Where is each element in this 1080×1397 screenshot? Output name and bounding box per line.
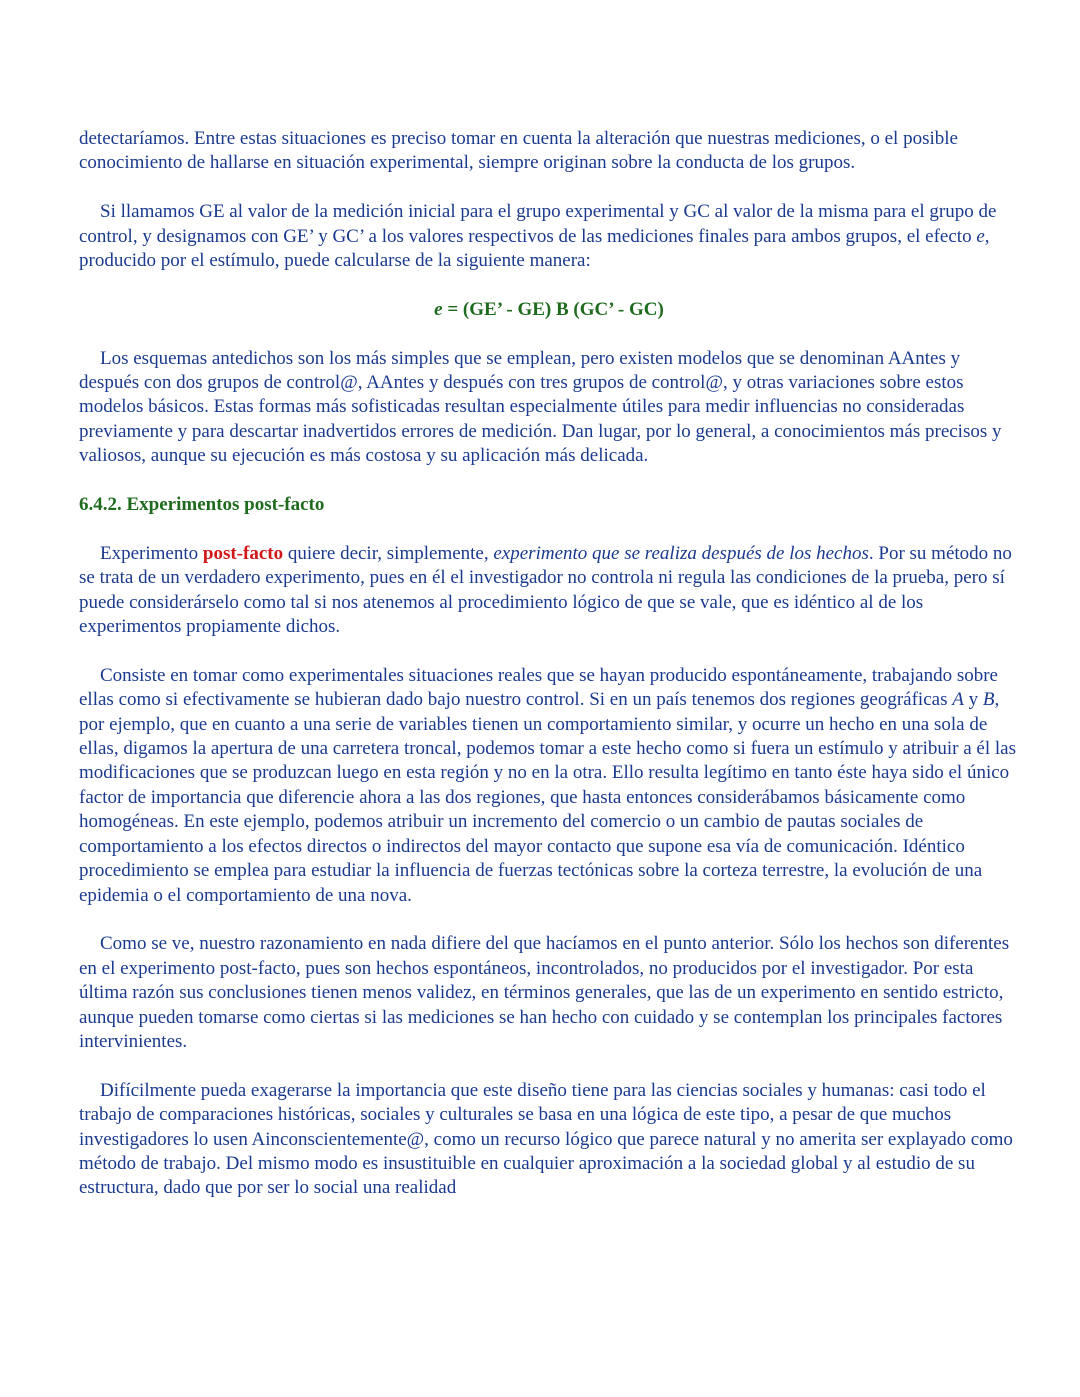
paragraph-text: . Por su método no se trata de un verdadero experimento, pues en él el investigador no controla ni regula las condiciones de la prueba, pero sí puede considerárselo como tal si nos atenemos al procedimiento lógico de que se vale, que es idéntico al de los experimentos propiamente dichos. bbox=[79, 542, 1012, 638]
paragraph-text: , por ejemplo, que en cuanto a una serie de variables tienen un comportamiento similar, y ocurre un hecho en una sola de ellas, digamos la apertura de una carretera troncal, podemos tomar a este hecho como si fuera un estímulo y atribuir a él las modificaciones que se produzcan luego en esta región y no en la otra. Ello resulta legítimo en tanto éste haya sido el único factor de importancia que diferencie ahora a las dos regiones, que hasta entonces considerábamos básicamente como homogéneas. En este ejemplo, podemos atribuir un incremento del comercio o un cambio de pautas sociales de comportamiento a los efectos directos o indirectos del mayor contacto que supone esa vía de comunicación. Idéntico procedimiento se emplea para estudiar la influencia de fuerzas tectónicas sobre la corteza terrestre, la evolución de una epidemia o el comportamiento de una nova. bbox=[79, 689, 1016, 906]
paragraph-continuation: detectaríamos. Entre estas situaciones es preciso tomar en cuenta la alteración que nuestras mediciones, o el posible conocimiento de hallarse en situación experimental, siempre originan sobre la conducta de los grupos. bbox=[79, 128, 958, 174]
section-heading: 6.4.2. Experimentos post-facto bbox=[79, 494, 325, 516]
paragraph-gap bbox=[79, 273, 1019, 297]
paragraph-gap bbox=[79, 469, 1019, 493]
formula-variable: e bbox=[434, 298, 443, 320]
paragraph-text: Si llamamos GE al valor de la medición inicial para el grupo experimental y GC al valor de la misma para el grupo de control, y designamos con GE’ y GC’ a los valores respectivos de las mediciones finales para ambos grupos, el efecto bbox=[79, 201, 997, 247]
highlighted-term: post-facto bbox=[202, 542, 284, 564]
region-b-label: B bbox=[982, 689, 995, 711]
paragraph-effect-definition bbox=[79, 200, 1019, 273]
paragraph-text: Consiste en tomar como experimentales situaciones reales que se hayan producido espontáneamente, trabajando sobre ellas como si efectivamente se hubieran dado bajo nuestro control. Si en un país tenemos dos regiones geográficas bbox=[79, 664, 998, 711]
paragraph-text: , producido por el estímulo, puede calcularse de la siguiente manera: bbox=[79, 225, 990, 272]
paragraph-gap bbox=[79, 176, 1019, 200]
paragraph-gap bbox=[79, 517, 1019, 541]
paragraph-post-facto-definition bbox=[79, 542, 1019, 640]
paragraph-reasoning: Como se ve, nuestro razonamiento en nada difiere del que hacíamos en el punto anterior. Sólo los hechos son diferentes en el experimento post-facto, pues son hechos espontáneos, incontrolados, no producidos por el investigador. Por esta última razón sus conclusiones tienen menos validez, en términos generales, que las de un experimento en sentido estricto, aunque pueden tomarse como ciertas si las mediciones se han hecho con cuidado y se contemplan los principales factores intervinientes. bbox=[79, 933, 1010, 1052]
formula-expression: = (GE’ - GE) B (GC’ - GC) bbox=[442, 298, 664, 320]
paragraph-schemes: Los esquemas antedichos son los más simples que se emplean, pero existen modelos que se denominan AAntes y después con dos grupos de control@, AAntes y después con tres grupos de control@, y otras variaciones sobre estos modelos básicos. Estas formas más sofisticadas resultan especialmente útiles para medir influencias no consideradas previamente y para descartar inadvertidos errores de medición. Dan lugar, por lo general, a conocimientos más precisos y valiosos, aunque su ejecución es más costosa y su aplicación más delicada. bbox=[79, 347, 1002, 467]
paragraph-text: y bbox=[963, 689, 983, 711]
paragraph-gap bbox=[79, 639, 1019, 663]
effect-variable: e bbox=[976, 225, 985, 247]
region-a-label: A bbox=[952, 689, 964, 711]
italic-definition: experimento que se realiza después de los hechos bbox=[493, 542, 869, 564]
paragraph-text: quiere decir, simplemente, bbox=[283, 542, 494, 564]
paragraph-regions-example bbox=[79, 664, 1019, 908]
paragraph-text: Experimento bbox=[100, 542, 203, 564]
paragraph-gap bbox=[79, 908, 1019, 932]
paragraph-importance: Difícilmente pueda exagerarse la importancia que este diseño tiene para las ciencias sociales y humanas: casi todo el trabajo de comparaciones históricas, sociales y culturales se basa en una lógica de este tipo, a pesar de que muchos investigadores lo usen Ainconscientemente@, como un recurso lógico que parece natural y no amerita ser explayado como método de trabajo. Del mismo modo es insustituible en cualquier aproximación a la sociedad global y al estudio de su estructura, dado que por ser lo social una realidad bbox=[79, 1079, 1013, 1199]
document-page bbox=[79, 127, 1019, 1201]
paragraph-gap bbox=[79, 1054, 1019, 1078]
paragraph-gap bbox=[79, 322, 1019, 346]
effect-formula bbox=[79, 298, 1019, 322]
